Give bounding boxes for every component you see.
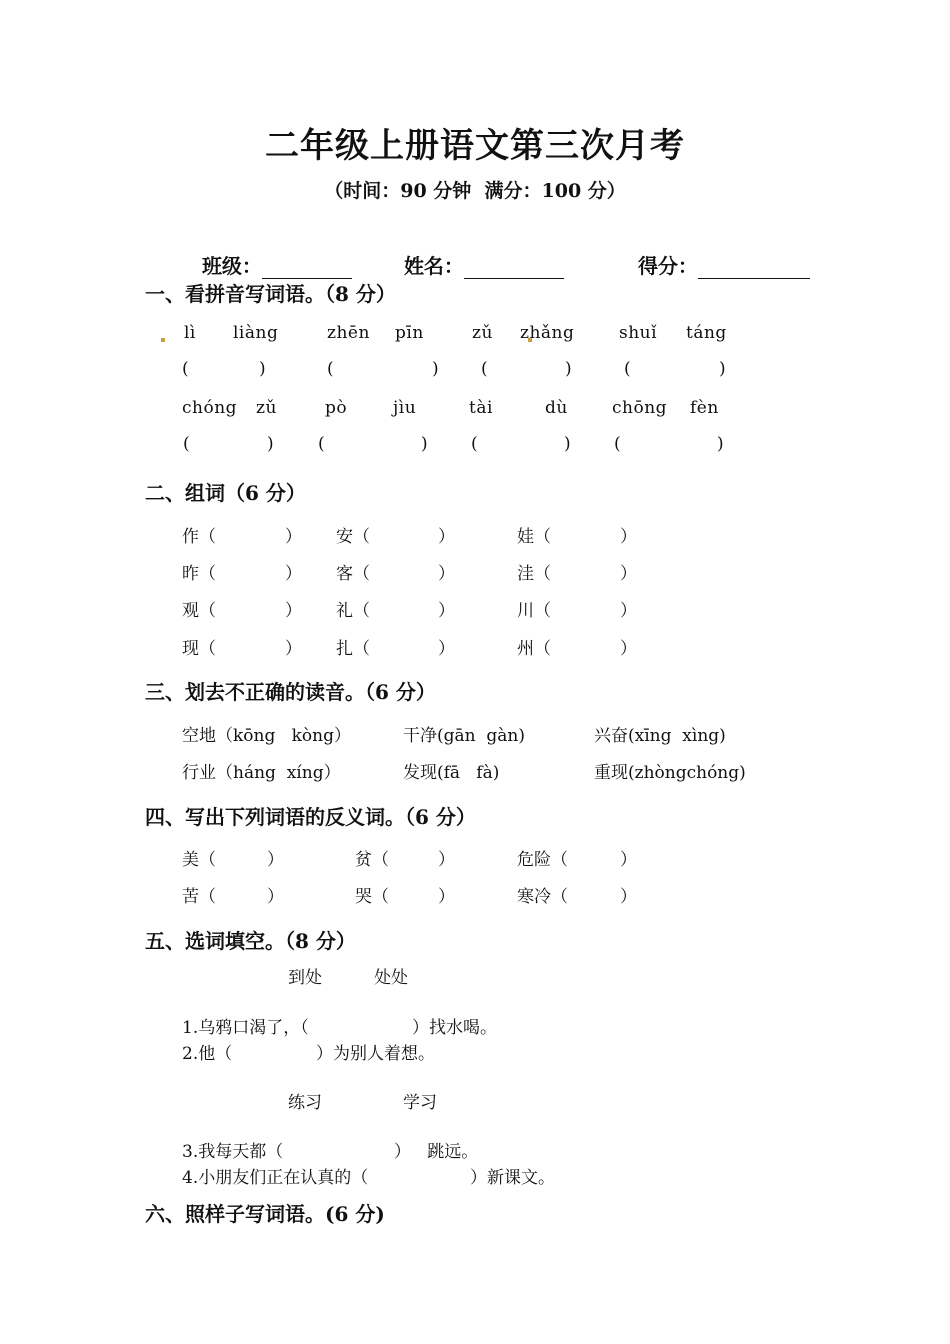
paren-open: ( xyxy=(318,434,325,454)
paren-close: ) xyxy=(259,359,266,379)
question-2-end: ）为别人着想。 xyxy=(316,1044,435,1064)
score-label: 得分： xyxy=(637,254,698,278)
reading-option[interactable]: 干净(gān gàn) xyxy=(403,726,526,746)
question-4-end: ）新课文。 xyxy=(470,1168,555,1188)
section-5-heading: 五、选词填空。（8 分） xyxy=(145,929,356,953)
word-prompt: 客（ xyxy=(336,564,370,584)
score-blank[interactable] xyxy=(698,256,810,279)
question-3-end: ） 跳远。 xyxy=(394,1142,479,1162)
word-prompt: 礼（ xyxy=(336,601,370,621)
word-prompt: 洼（ xyxy=(517,564,551,584)
word-prompt: 扎（ xyxy=(336,639,370,659)
reading-option[interactable]: 发现(fā fà) xyxy=(403,763,500,783)
paren-close: ） xyxy=(285,527,302,547)
question-1-end: ）找水喝。 xyxy=(412,1018,497,1038)
pinyin: chōng xyxy=(612,398,668,418)
word-prompt: 娃（ xyxy=(517,527,551,547)
paren-close: ） xyxy=(620,887,637,907)
pinyin: zǔ xyxy=(256,398,277,418)
paren-close: ） xyxy=(620,527,637,547)
paren-close: ) xyxy=(421,434,428,454)
word-prompt: 危险（ xyxy=(517,850,568,870)
section-2-heading: 二、组词（6 分） xyxy=(145,481,306,505)
paren-close: ) xyxy=(432,359,439,379)
pinyin: pīn xyxy=(395,323,424,343)
paren-close: ） xyxy=(285,639,302,659)
word-prompt: 安（ xyxy=(336,527,370,547)
choice-word: 到处 xyxy=(288,968,322,988)
word-prompt: 观（ xyxy=(182,601,216,621)
paren-close: ) xyxy=(717,434,724,454)
page-title: 二年级上册语文第三次月考 xyxy=(265,126,685,166)
name-label: 姓名： xyxy=(403,254,464,278)
question-4: 4.小朋友们正在认真的（ xyxy=(182,1168,369,1188)
paren-close: ） xyxy=(620,564,637,584)
question-3: 3.我每天都（ xyxy=(182,1142,284,1162)
paren-open: ( xyxy=(327,359,334,379)
reading-option[interactable]: 空地（kōng kòng） xyxy=(182,726,351,746)
paren-open: ( xyxy=(182,359,189,379)
pinyin: zhēn xyxy=(327,323,370,343)
paren-open: ( xyxy=(624,359,631,379)
name-field[interactable] xyxy=(390,226,564,279)
paren-close: ） xyxy=(285,601,302,621)
word-prompt: 贫（ xyxy=(355,850,389,870)
paren-close: ） xyxy=(620,850,637,870)
question-2: 2.他（ xyxy=(182,1044,233,1064)
score-field[interactable] xyxy=(624,226,810,279)
choice-word: 练习 xyxy=(288,1093,322,1113)
paren-close: ) xyxy=(719,359,726,379)
word-prompt: 州（ xyxy=(517,639,551,659)
word-prompt: 现（ xyxy=(182,639,216,659)
exam-subtitle: （时间：90 分钟 满分：100 分） xyxy=(324,180,626,202)
pinyin: zǔ xyxy=(472,323,493,343)
paren-open: ( xyxy=(471,434,478,454)
word-prompt: 美（ xyxy=(182,850,216,870)
paren-open: ( xyxy=(481,359,488,379)
paren-close: ) xyxy=(267,434,274,454)
word-prompt: 川（ xyxy=(517,601,551,621)
name-blank[interactable] xyxy=(464,256,564,279)
paren-open: ( xyxy=(183,434,190,454)
class-label: 班级： xyxy=(201,254,262,278)
word-prompt: 哭（ xyxy=(355,887,389,907)
pinyin: fèn xyxy=(690,398,719,418)
section-1-heading: 一、看拼音写词语。（8 分） xyxy=(145,282,396,306)
pinyin: tài xyxy=(469,398,493,418)
paren-close: ） xyxy=(267,850,284,870)
pinyin: dù xyxy=(545,398,568,418)
pinyin: chóng xyxy=(182,398,238,418)
pinyin: pò xyxy=(325,398,348,418)
paren-close: ） xyxy=(438,601,455,621)
paren-close: ) xyxy=(564,434,571,454)
question-1: 1.乌鸦口渴了，（ xyxy=(182,1018,309,1038)
section-4-heading: 四、写出下列词语的反义词。（6 分） xyxy=(145,805,476,829)
pinyin: jìu xyxy=(393,398,417,418)
reading-option[interactable]: 兴奋(xīng xìng) xyxy=(594,726,726,746)
section-3-heading: 三、划去不正确的读音。（6 分） xyxy=(145,680,436,704)
word-prompt: 作（ xyxy=(182,527,216,547)
paren-close: ） xyxy=(438,850,455,870)
paren-close: ） xyxy=(438,639,455,659)
paren-close: ） xyxy=(438,527,455,547)
paren-close: ） xyxy=(438,564,455,584)
pinyin: zhǎng xyxy=(520,323,575,343)
paren-close: ） xyxy=(620,639,637,659)
word-prompt: 苦（ xyxy=(182,887,216,907)
class-blank[interactable] xyxy=(262,256,352,279)
section-6-heading: 六、照样子写词语。(6 分) xyxy=(145,1202,385,1226)
choice-word: 学习 xyxy=(403,1093,437,1113)
pinyin: shuǐ xyxy=(619,323,658,343)
word-prompt: 昨（ xyxy=(182,564,216,584)
paren-close: ） xyxy=(267,887,284,907)
paren-close: ） xyxy=(620,601,637,621)
pinyin: lì xyxy=(184,323,196,343)
paren-close: ) xyxy=(565,359,572,379)
pinyin: táng xyxy=(686,323,727,343)
paren-close: ） xyxy=(285,564,302,584)
reading-option[interactable]: 行业（háng xíng） xyxy=(182,763,341,783)
pinyin: liàng xyxy=(233,323,279,343)
paren-open: ( xyxy=(614,434,621,454)
reading-option[interactable]: 重现(zhòngchóng) xyxy=(594,763,746,783)
class-field[interactable] xyxy=(188,226,352,279)
marker-dot xyxy=(161,338,165,342)
word-prompt: 寒冷（ xyxy=(517,887,568,907)
paren-close: ） xyxy=(438,887,455,907)
choice-word: 处处 xyxy=(374,968,408,988)
